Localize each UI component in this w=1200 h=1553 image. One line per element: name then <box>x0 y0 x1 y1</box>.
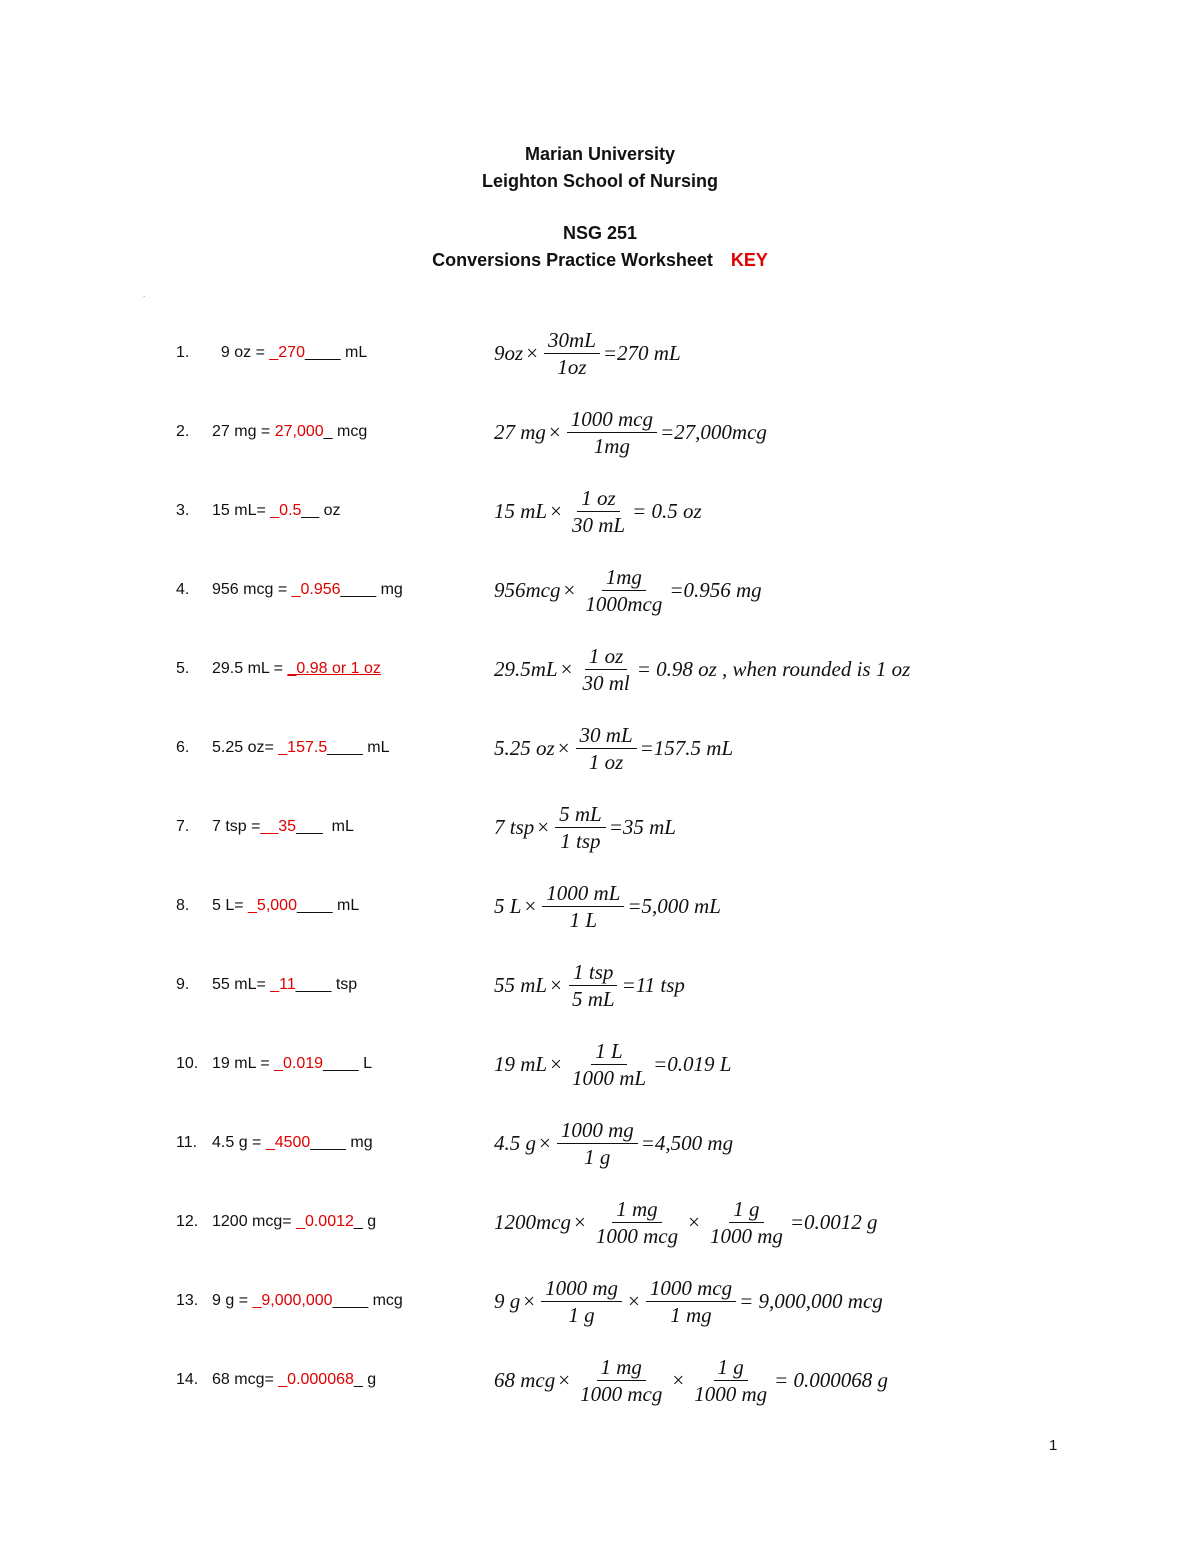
factor-numerator: 5 mL <box>555 802 606 828</box>
equation-value: 7 tsp <box>494 814 535 839</box>
factor-denominator: 1 mg <box>670 1302 712 1327</box>
worksheet-title <box>0 250 1200 271</box>
problem-prompt: 4.5 g = <box>212 1134 266 1151</box>
problem-row <box>0 1271 1200 1331</box>
equation-result: =27,000mcg <box>660 419 767 444</box>
conversion-factor <box>567 407 657 458</box>
factor-denominator: 1 L <box>569 907 598 932</box>
problem-prompt: 9 g = <box>212 1292 253 1309</box>
problem-prompt: 5.25 oz= <box>212 739 279 756</box>
key-label: KEY <box>730 250 768 270</box>
factor-numerator: 1 mg <box>597 1355 646 1381</box>
equation-result: =5,000 mL <box>627 893 721 918</box>
times-symbol: × <box>574 1209 586 1234</box>
times-symbol: × <box>524 893 537 918</box>
stray-mark: . <box>143 290 146 299</box>
problem-question <box>176 402 367 462</box>
equation-result: =11 tsp <box>621 972 685 997</box>
conversion-equation <box>494 1113 733 1173</box>
conversion-factor <box>576 723 637 774</box>
factor-denominator: 30 ml <box>582 670 630 695</box>
problem-number: 8. <box>176 897 190 914</box>
problem-row <box>0 1192 1200 1252</box>
problem-answer: _5,000 <box>248 897 297 914</box>
factor-denominator: 1 oz <box>588 749 624 774</box>
conversion-equation <box>494 402 767 462</box>
problem-prompt: 15 mL= <box>212 502 271 519</box>
equation-value: 68 mcg <box>494 1367 556 1392</box>
conversion-factor <box>544 328 600 379</box>
factor-numerator: 1 g <box>729 1197 763 1223</box>
conversion-factor <box>568 1039 650 1090</box>
problem-row <box>0 797 1200 857</box>
equation-result: =35 mL <box>608 814 676 839</box>
conversion-factor <box>690 1355 771 1406</box>
equation-result: =157.5 mL <box>639 735 734 760</box>
factor-denominator: 5 mL <box>571 986 615 1011</box>
equation-result: = 0.98 oz , when rounded is 1 oz <box>636 656 911 681</box>
problem-number: 13. <box>176 1292 199 1309</box>
times-symbol: × <box>550 972 562 997</box>
equation-result: =4,500 mg <box>640 1130 734 1155</box>
factor-denominator: 1 g <box>584 1144 611 1169</box>
problem-row <box>0 1113 1200 1173</box>
factor-numerator: 1000 mg <box>557 1118 638 1144</box>
problem-unit: ____ mcg <box>332 1292 403 1309</box>
worksheet-title-text: Conversions Practice Worksheet <box>432 250 713 270</box>
problem-row <box>0 481 1200 541</box>
problem-question <box>176 797 354 857</box>
problem-answer: _0.5 <box>270 502 302 519</box>
times-symbol: × <box>550 498 562 523</box>
times-symbol: × <box>628 1288 640 1313</box>
conversion-factor <box>557 1118 638 1169</box>
times-symbol: × <box>550 1051 562 1076</box>
problem-question <box>176 1113 373 1173</box>
problem-unit: ____ mg <box>310 1134 373 1151</box>
problem-number: 9. <box>176 976 190 993</box>
problem-prompt: 19 mL = <box>212 1055 275 1072</box>
problem-unit: ____ L <box>323 1055 372 1072</box>
problem-prompt: 5 L= <box>212 897 249 914</box>
problem-question <box>176 718 389 778</box>
university-name: Marian University <box>524 144 676 164</box>
factor-denominator: 1000 mL <box>571 1065 647 1090</box>
factor-denominator: 1oz <box>557 354 587 379</box>
problem-row <box>0 560 1200 620</box>
problem-number: 7. <box>176 818 190 835</box>
conversion-equation <box>494 876 721 936</box>
conversion-equation <box>494 481 702 541</box>
conversion-factor <box>568 960 619 1011</box>
equation-result: = 0.5 oz <box>632 498 702 523</box>
times-symbol: × <box>560 656 573 681</box>
problem-unit: _ mcg <box>323 423 368 440</box>
equation-result: =0.956 mg <box>669 577 762 602</box>
factor-numerator: 1000 mcg <box>646 1276 736 1302</box>
course-code: NSG 251 <box>562 223 638 243</box>
problem-prompt: 1200 mcg= <box>212 1213 297 1230</box>
problem-row <box>0 955 1200 1015</box>
conversion-equation <box>494 1034 731 1094</box>
equation-result: = 9,000,000 mcg <box>739 1288 883 1313</box>
factor-numerator: 30 mL <box>576 723 637 749</box>
factor-numerator: 1000 mL <box>542 881 624 907</box>
equation-value: 9oz <box>494 340 524 365</box>
factor-numerator: 30mL <box>544 328 600 354</box>
equation-value: 9 g <box>494 1288 521 1313</box>
problem-answer: _0.98 or 1 oz <box>287 660 381 677</box>
equation-value: 5 L <box>494 893 522 918</box>
times-symbol: × <box>548 419 561 444</box>
factor-numerator: 1mg <box>602 565 646 591</box>
problem-number: 11. <box>176 1134 198 1151</box>
problem-row <box>0 718 1200 778</box>
equation-result: =0.0012 g <box>789 1209 878 1234</box>
problem-answer: _0.956 <box>291 581 341 598</box>
problem-prompt: 9 oz = <box>212 344 270 361</box>
problem-answer: _9,000,000 <box>252 1292 333 1309</box>
problem-unit: ____ mL <box>296 897 360 914</box>
conversion-factor <box>646 1276 736 1327</box>
problem-row <box>0 876 1200 936</box>
conversion-equation <box>494 718 733 778</box>
problem-answer: 27,000 <box>274 423 324 440</box>
factor-numerator: 1000 mg <box>541 1276 622 1302</box>
problem-unit: ____ mL <box>327 739 390 756</box>
problem-row <box>0 1350 1200 1410</box>
problem-unit: ____ mg <box>340 581 403 598</box>
problem-number: 6. <box>176 739 190 756</box>
factor-denominator: 1000 mcg <box>580 1381 663 1406</box>
problem-answer: _0.019 <box>274 1055 324 1072</box>
problem-question <box>176 1192 376 1252</box>
times-symbol: × <box>563 577 576 602</box>
problem-question <box>176 323 367 383</box>
problem-answer: _4500 <box>265 1134 311 1151</box>
factor-denominator: 1000 mcg <box>595 1223 679 1248</box>
factor-denominator: 30 mL <box>571 512 626 537</box>
conversion-factor <box>555 802 606 853</box>
conversion-equation <box>494 797 676 857</box>
times-symbol: × <box>539 1130 551 1155</box>
problem-number: 10. <box>176 1055 199 1072</box>
conversion-equation <box>494 1192 878 1252</box>
problem-question <box>176 639 381 699</box>
problem-row <box>0 402 1200 462</box>
problem-answer: __35 <box>260 818 297 835</box>
conversion-factor <box>541 1276 622 1327</box>
problem-number: 12. <box>176 1213 199 1230</box>
conversion-factor <box>568 486 629 537</box>
problem-answer: _11 <box>270 976 296 993</box>
conversion-equation <box>494 955 685 1015</box>
school-name: Leighton School of Nursing <box>482 171 718 191</box>
factor-denominator: 1000 mg <box>709 1223 783 1248</box>
problem-number: 14. <box>176 1371 199 1388</box>
problem-unit: _ g <box>353 1371 377 1388</box>
equation-value: 19 mL <box>494 1051 548 1076</box>
problem-unit: ____ tsp <box>295 976 358 993</box>
factor-denominator: 1000mcg <box>585 591 663 616</box>
equation-value: 15 mL <box>494 498 548 523</box>
equation-value: 4.5 g <box>494 1130 536 1155</box>
problem-question <box>176 560 403 620</box>
conversion-factor <box>542 881 624 932</box>
problem-answer: _0.0012 <box>296 1213 354 1230</box>
problem-row <box>0 323 1200 383</box>
conversion-equation <box>494 639 910 699</box>
problem-question <box>176 876 359 936</box>
factor-numerator: 1 mg <box>612 1197 661 1223</box>
problem-question <box>176 1034 372 1094</box>
times-symbol: × <box>537 814 550 839</box>
times-symbol: × <box>558 1367 571 1392</box>
factor-numerator: 1000 mcg <box>567 407 657 433</box>
equation-result: =0.019 L <box>653 1051 732 1076</box>
conversion-factor <box>581 565 666 616</box>
problem-prompt: 55 mL= <box>212 976 271 993</box>
equation-value: 27 mg <box>494 419 546 444</box>
conversion-equation <box>494 1271 883 1331</box>
equation-value: 5.25 oz <box>494 735 555 760</box>
problem-answer: _270 <box>269 344 305 361</box>
factor-numerator: 1 L <box>591 1039 626 1065</box>
problem-prompt: 7 tsp = <box>212 818 261 835</box>
factor-denominator: 1 g <box>568 1302 595 1327</box>
conversion-factor <box>576 1355 666 1406</box>
factor-denominator: 1000 mg <box>694 1381 768 1406</box>
problem-question <box>176 1271 403 1331</box>
problem-number: 3. <box>176 502 190 519</box>
problem-unit: ___ mL <box>296 818 354 835</box>
problem-question <box>176 481 341 541</box>
problem-unit: _ g <box>353 1213 377 1230</box>
conversion-factor <box>578 644 633 695</box>
times-symbol: × <box>523 1288 536 1313</box>
problem-answer: _0.000068 <box>278 1371 354 1388</box>
conversion-factor <box>706 1197 787 1248</box>
conversion-equation <box>494 1350 888 1410</box>
equation-value: 1200mcg <box>494 1209 571 1234</box>
problem-answer: _157.5 <box>278 739 328 756</box>
conversion-equation <box>494 323 681 383</box>
factor-denominator: 1mg <box>593 433 630 458</box>
problem-number: 4. <box>176 581 190 598</box>
problem-prompt: 29.5 mL = <box>212 660 288 677</box>
problem-number: 1. <box>176 344 190 361</box>
problem-row <box>0 639 1200 699</box>
equation-result: = 0.000068 g <box>774 1367 889 1392</box>
times-symbol: × <box>557 735 570 760</box>
problem-question <box>176 1350 376 1410</box>
problem-row <box>0 1034 1200 1094</box>
factor-numerator: 1 oz <box>585 644 627 670</box>
equation-value: 956mcg <box>494 577 561 602</box>
problem-unit: __ oz <box>301 502 341 519</box>
problem-number: 5. <box>176 660 190 677</box>
conversion-factor <box>592 1197 682 1248</box>
conversion-equation <box>494 560 762 620</box>
equation-result: =270 mL <box>602 340 681 365</box>
factor-numerator: 1 tsp <box>569 960 617 986</box>
problem-unit: ____ mL <box>304 344 368 361</box>
problem-prompt: 956 mcg = <box>212 581 292 598</box>
problem-question <box>176 955 357 1015</box>
problem-number: 2. <box>176 423 190 440</box>
equation-value: 55 mL <box>494 972 548 997</box>
factor-numerator: 1 g <box>714 1355 748 1381</box>
factor-denominator: 1 tsp <box>560 828 601 853</box>
times-symbol: × <box>672 1367 685 1392</box>
equation-value: 29.5mL <box>494 656 558 681</box>
times-symbol: × <box>526 340 539 365</box>
problem-prompt: 68 mcg= <box>212 1371 279 1388</box>
factor-numerator: 1 oz <box>577 486 619 512</box>
problem-prompt: 27 mg = <box>212 423 275 440</box>
times-symbol: × <box>688 1209 700 1234</box>
page-number: 1 <box>1049 1437 1058 1454</box>
